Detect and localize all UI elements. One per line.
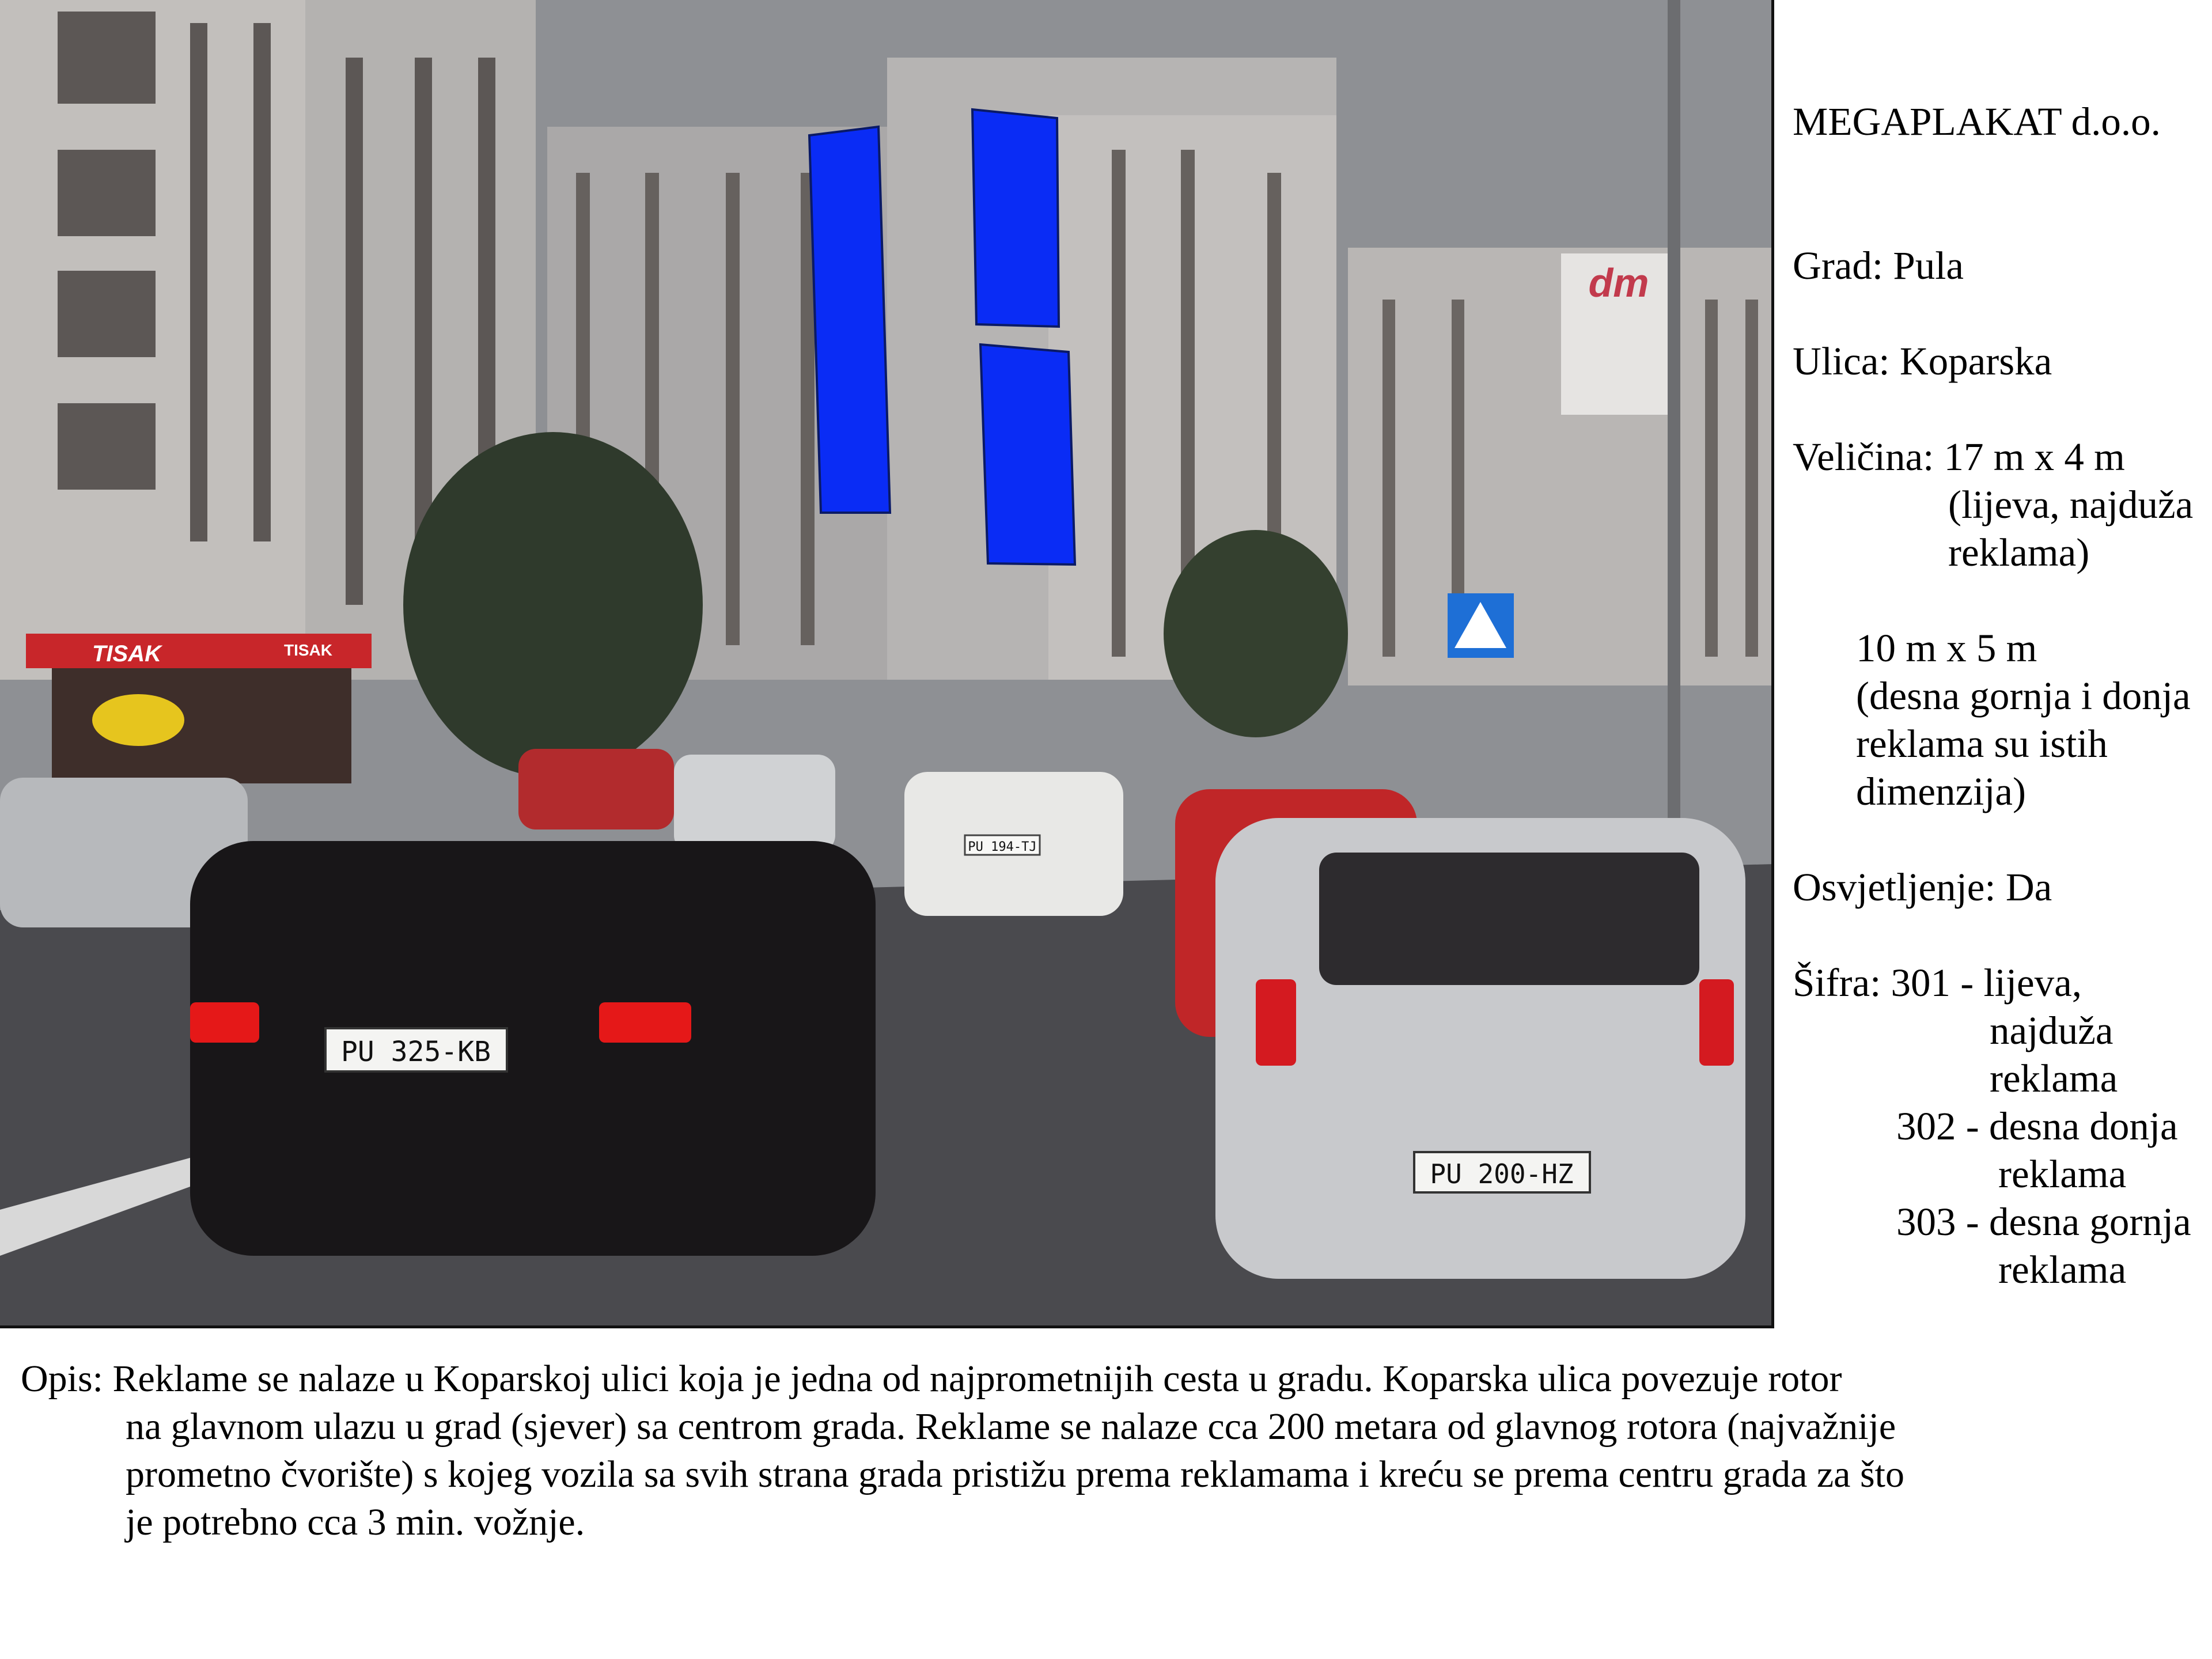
yellow-umbrella bbox=[92, 694, 184, 746]
code-303: 303 - desna gornja bbox=[1896, 1200, 2191, 1244]
size-field-1: Veličina: 17 m x 4 m bbox=[1793, 435, 2125, 479]
tree-left bbox=[403, 432, 703, 778]
plate-center-text: PU 194-TJ bbox=[968, 840, 1037, 854]
black-car-taillight-left bbox=[190, 1002, 259, 1043]
billboard-302-lower-right bbox=[980, 344, 1075, 565]
street-field: Ulica: Koparska bbox=[1793, 339, 2052, 383]
code-301: Šifra: 301 - lijeva, bbox=[1793, 961, 2082, 1005]
description-line-4: je potrebno cca 3 min. vožnje. bbox=[126, 1501, 585, 1543]
parked-car-red bbox=[518, 749, 674, 830]
silver-car-rear-window bbox=[1319, 853, 1699, 985]
kiosk-sign-small: TISAK bbox=[284, 641, 332, 659]
tree-right bbox=[1164, 530, 1348, 737]
size-field-2: 10 m x 5 m bbox=[1856, 626, 2037, 670]
billboard-301-left bbox=[809, 127, 890, 513]
code-301-note-2: reklama bbox=[1990, 1056, 2118, 1100]
size-1-note-2: reklama) bbox=[1948, 531, 2090, 574]
code-302: 302 - desna donja bbox=[1896, 1104, 2178, 1148]
billboard-303-upper-right bbox=[972, 109, 1059, 327]
code-301-note-1: najduža bbox=[1990, 1009, 2113, 1052]
size-2-note-3: dimenzija) bbox=[1856, 770, 2027, 813]
city-field: Grad: Pula bbox=[1793, 244, 1964, 287]
code-302-note: reklama bbox=[1998, 1152, 2127, 1196]
code-303-note: reklama bbox=[1998, 1248, 2127, 1291]
kiosk-sign: TISAK bbox=[92, 641, 161, 666]
black-car-taillight-right bbox=[599, 1002, 691, 1043]
size-2-note-1: (desna gornja i donja bbox=[1856, 674, 2191, 718]
black-car bbox=[190, 841, 876, 1256]
car-white-left bbox=[674, 755, 835, 853]
silver-car-taillight-right bbox=[1699, 979, 1734, 1066]
description-line-2: na glavnom ulazu u grad (sjever) sa centrom grada. Reklame se nalaze cca 200 metara od glavnog rotora (najvažnije bbox=[126, 1406, 1896, 1448]
description-line-1: Opis: Reklame se nalaze u Koparskoj ulici koja je jedna od najprometnijih cesta u gradu. Koparska ulica povezuje rotor bbox=[21, 1358, 1842, 1400]
plate-left-text: PU 325-KB bbox=[340, 1036, 491, 1068]
silver-car-taillight-left bbox=[1256, 979, 1296, 1066]
plate-right-text: PU 200-HZ bbox=[1430, 1158, 1574, 1190]
size-1-note-1: (lijeva, najduža bbox=[1948, 483, 2194, 527]
dm-sign: dm bbox=[1588, 260, 1649, 305]
description-line-3: prometno čvorište) s kojeg vozila sa svih strana grada pristižu prema reklamama i kreću se prema centru grada za što bbox=[126, 1453, 1904, 1495]
light-pole bbox=[1668, 0, 1680, 864]
company-name: MEGAPLAKAT d.o.o. bbox=[1793, 100, 2161, 143]
size-2-note-2: reklama su istih bbox=[1856, 722, 2108, 766]
lighting-field: Osvjetljenje: Da bbox=[1793, 865, 2052, 909]
